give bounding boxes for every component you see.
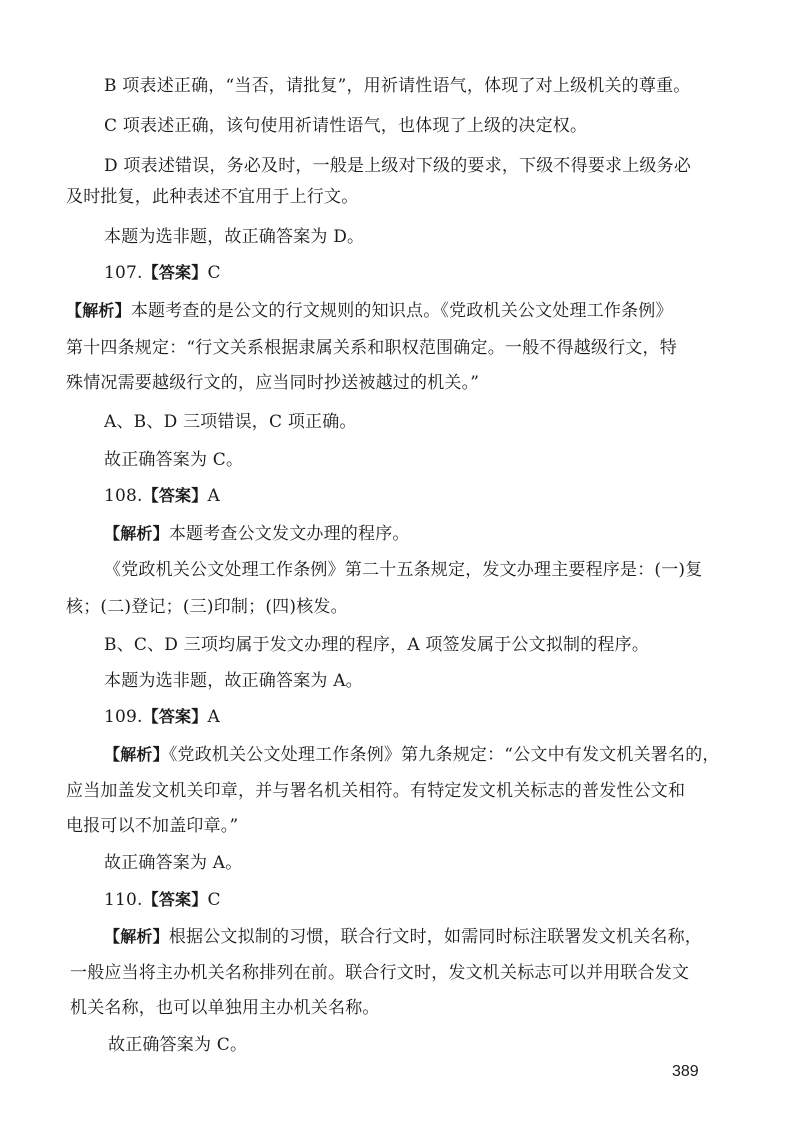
question-header [104,485,220,507]
analysis-line [104,523,410,545]
text-line: B 项表述正确，“当否，请批复”，用祈请性语气，体现了对上级机关的尊重。 [104,76,691,96]
answer-tag: 【答案】 [142,486,208,505]
text-line: 核；(二)登记；(三)印制；(四)核发。 [66,597,348,617]
analysis-tag: 【解析】 [104,927,169,946]
answer-value: A [207,486,220,506]
question-header [104,889,221,911]
text-line: 故正确答案为 A。 [104,853,243,873]
question-header [104,262,221,284]
text-line: 一般应当将主办机关名称排列在前。联合行文时，发文机关标志可以并用联合发文 [70,963,690,983]
text-line: A、B、D 三项错误，C 项正确。 [104,412,357,432]
answer-value: A [207,707,220,727]
analysis-tag: 【解析】 [66,301,131,320]
answer-tag: 【答案】 [142,707,208,726]
text-line: 故正确答案为 C。 [104,450,244,470]
question-number: 110. [104,890,143,910]
text-line: 本题为选非题，故正确答案为 D。 [104,227,365,247]
text-line: 殊情况需要越级行文的，应当同时抄送被越过的机关。” [66,373,480,393]
text-line: 机关名称，也可以单独用主办机关名称。 [70,998,380,1018]
text-line: 故正确答案为 C。 [108,1035,248,1055]
answer-value: C [207,890,221,910]
page-number: 389 [672,1063,699,1080]
answer-tag: 【答案】 [142,263,208,282]
text-line: 及时批复，此种表述不宜用于上行文。 [66,187,359,207]
text-line: 第十四条规定：“行文关系根据隶属关系和职权范围确定。一般不得越级行文，特 [66,338,677,358]
question-number: 107. [104,263,143,283]
text-line: C 项表述正确，该句使用祈请性语气，也体现了上级的决定权。 [104,116,588,136]
answer-tag: 【答案】 [142,890,208,909]
text-line: D 项表述错误，务必及时，一般是上级对下级的要求，下级不得要求上级务必 [104,156,692,176]
text-line: 应当加盖发文机关印章，并与署名机关相符。有特定发文机关标志的普发性公文和 [66,781,686,801]
question-number: 109. [104,707,143,727]
text-line: 《党政机关公文处理工作条例》第二十五条规定，发文办理主要程序是：(一)复 [104,560,703,580]
analysis-text: 本题考查的是公文的行文规则的知识点。《党政机关公文处理工作条例》 [130,301,673,321]
question-header [104,706,220,728]
answer-value: C [207,263,221,283]
text-line: B、C、D 三项均属于发文办理的程序，A 项签发属于公文拟制的程序。 [104,635,650,655]
analysis-text: 本题考查公文发文办理的程序。 [168,524,410,544]
analysis-tag: 【解析】 [104,524,169,543]
analysis-line [104,744,720,766]
question-number: 108. [104,486,143,506]
analysis-line [104,926,702,948]
analysis-tag: 【解析】 [104,745,169,764]
text-line: 本题为选非题，故正确答案为 A。 [104,671,363,691]
analysis-text: 根据公文拟制的习惯，联合行文时，如需同时标注联署发文机关名称， [168,927,703,947]
text-line: 电报可以不加盖印章。” [66,816,239,836]
analysis-line [66,300,673,322]
analysis-text: 《党政机关公文处理工作条例》第九条规定：“公文中有发文机关署名的， [168,745,720,765]
